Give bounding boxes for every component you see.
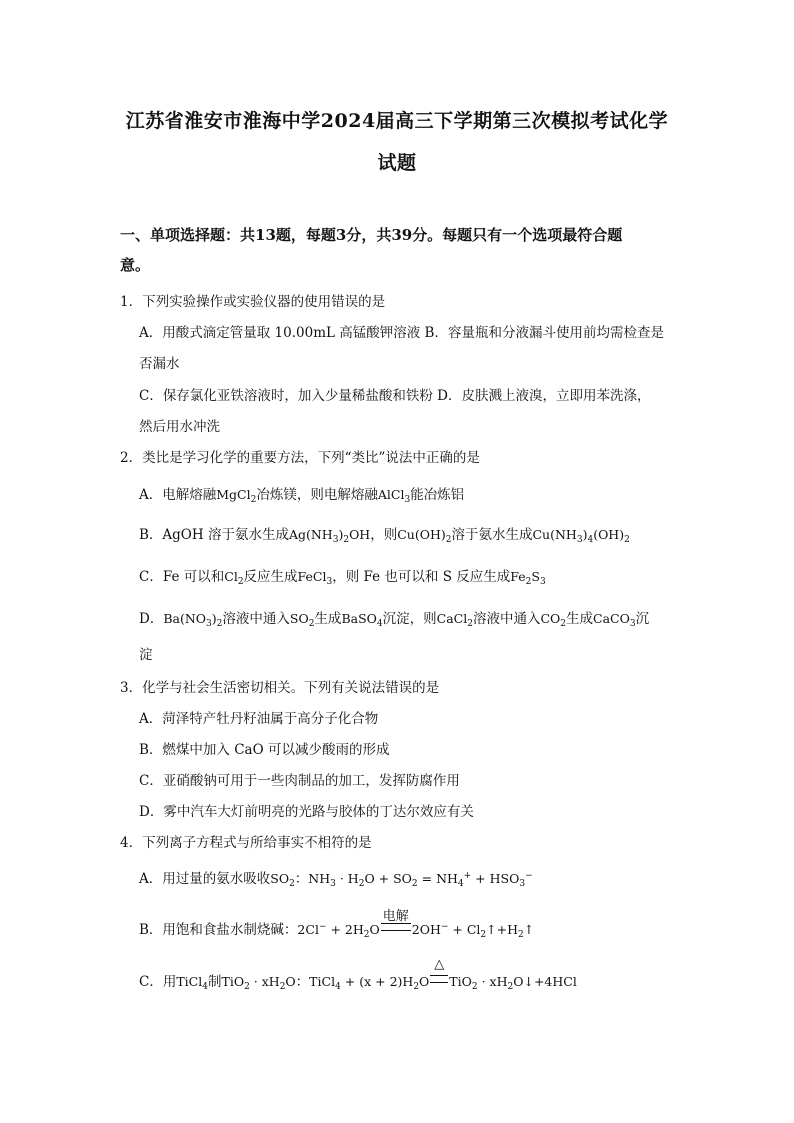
- question-3-stem: 3．化学与社会生活密切相关。下列有关说法错误的是: [120, 680, 440, 696]
- document-title: 江苏省淮安市淮海中学2024届高三下学期第三次模拟考试化学: [125, 110, 669, 132]
- q2d-text1: D．: [139, 611, 164, 627]
- q4c-text3: ：: [295, 974, 310, 990]
- question-2-option-a: [139, 483, 464, 503]
- q2c-text3: ，则 Fe 也可以和 S 反应生成: [332, 569, 511, 585]
- q2c-text2: 反应生成: [243, 569, 298, 585]
- question-2-option-c: [139, 565, 546, 585]
- q2d-text5: 溶液中通入: [472, 611, 541, 627]
- formula-baso4: BaSO$_4$: [341, 611, 383, 629]
- formula-ag-nh3-2-oh: $Ag(NH_3)_2OH$: [288, 527, 371, 545]
- q4c-text1: C．用: [139, 974, 177, 990]
- formula-cu-nh3-4-oh-2: $Cu(NH_3)_4(OH)_2$: [532, 527, 630, 545]
- q2d-text6: 生成: [566, 611, 593, 627]
- question-3-option-c: C．亚硝酸钠可用于一些肉制品的加工，发挥防腐作用: [139, 773, 460, 789]
- formula-alcl3: AlCl$_3$: [377, 487, 411, 505]
- question-2-stem: 2．类比是学习化学的重要方法，下列“类比”说法中正确的是: [120, 450, 480, 466]
- formula-so2-a: $SO_2$: [270, 871, 295, 889]
- question-4-option-c: [139, 957, 577, 992]
- q2a-text2: 冶炼镁，则电解熔融: [256, 487, 378, 503]
- equation-q4b: $2Cl^- + 2H_2O$ 电解 $2OH^- + Cl_2↑+H_2↑$: [297, 922, 534, 937]
- question-4-option-b: [139, 909, 535, 940]
- q2a-text3: 能冶炼铝: [410, 487, 465, 503]
- formula-ba-no3-2: $Ba(NO_3)_2$: [163, 611, 223, 629]
- question-2-option-b: [139, 523, 630, 543]
- section-heading-line2: 意。: [120, 256, 151, 274]
- q2b-text2: ，则: [370, 527, 398, 543]
- q2c-text1: C．Fe 可以和: [139, 569, 225, 585]
- section-heading-line1: 一、单项选择题：共13题，每题3分，共39分。每题只有一个选项最符合题: [120, 226, 623, 244]
- q2d-text3: 生成: [314, 611, 342, 627]
- document-title-continued: 试题: [377, 152, 417, 174]
- formula-fe2s3: $Fe_2S_3$: [510, 569, 546, 587]
- heat-symbol: △: [434, 957, 445, 972]
- formula-cl2: $Cl_2$: [224, 569, 244, 587]
- q4a-text2: ：: [294, 871, 309, 887]
- q4b-text1: B．用饱和食盐水制烧碱：: [139, 922, 298, 938]
- equation-q4a: $NH_3 \cdot H_2O + SO_2 = NH_4^+ + HSO_3^-$: [308, 871, 533, 889]
- formula-mgcl2: MgCl$_2$: [216, 487, 257, 505]
- electrolysis-label: 电解: [382, 909, 409, 924]
- equation-q4c: TiCl$_4$ + $(x + 2)H_2O$ △ $TiO_2 \cdot xH_2O↓+4HCl$: [309, 957, 577, 992]
- formula-caco3: CaCO$_3$: [593, 611, 636, 629]
- question-2-option-d: [139, 607, 649, 627]
- electrolysis-condition: [380, 909, 412, 937]
- question-1-stem: 1．下列实验操作或实验仪器的使用错误的是: [120, 294, 386, 310]
- q4c-text2: 制: [207, 974, 222, 990]
- formula-fecl3: FeCl$_3$: [297, 569, 333, 587]
- question-1-options-ab: A．用酸式滴定管量取 10.00mL 高锰酸钾溶液 B．容量瓶和分液漏斗使用前均需检查是: [139, 325, 664, 341]
- q2d-text7: 沉: [635, 611, 650, 627]
- question-3-option-a: A．菏泽特产牡丹籽油属于高分子化合物: [139, 711, 379, 727]
- formula-cacl2: CaCl$_2$: [436, 611, 473, 629]
- q2d-text4: 沉淀，则: [382, 611, 437, 627]
- q2b-text1: B．AgOH 溶于氨水生成: [139, 527, 289, 543]
- q2b-text3: 溶于氨水生成: [451, 527, 533, 543]
- section-heading: [120, 220, 690, 280]
- formula-ticl4: TiCl$_4$: [176, 974, 208, 992]
- question-4-stem: 4．下列离子方程式与所给事实不相符的是: [120, 835, 372, 851]
- question-1-options-ab-cont: 否漏水: [139, 356, 180, 372]
- q4a-text1: A．用过量的氨水吸收: [139, 871, 271, 887]
- q2d-text2: 溶液中通入: [222, 611, 290, 627]
- question-2-option-d-cont: 淀: [139, 647, 153, 663]
- question-3-option-d: D．雾中汽车大灯前明亮的光路与胶体的丁达尔效应有关: [139, 804, 474, 820]
- formula-tio2-xh2o: $TiO_2 \cdot xH_2O$: [221, 974, 296, 992]
- question-1-options-cd-cont: 然后用水冲洗: [139, 419, 220, 435]
- heat-condition: [429, 957, 449, 989]
- question-1-options-cd: C．保存氯化亚铁溶液时，加入少量稀盐酸和铁粉 D．皮肤溅上液溴，立即用苯洗涤，: [139, 388, 651, 404]
- question-4-option-a: [139, 867, 533, 887]
- formula-so2: $SO_2$: [289, 611, 315, 629]
- formula-co2: $CO_2$: [540, 611, 566, 629]
- q2a-text1: A．电解熔融: [139, 487, 217, 503]
- formula-cu-oh-2: $Cu(OH)_2$: [397, 527, 452, 545]
- question-3-option-b: B．燃煤中加入 CaO 可以减少酸雨的形成: [139, 742, 390, 758]
